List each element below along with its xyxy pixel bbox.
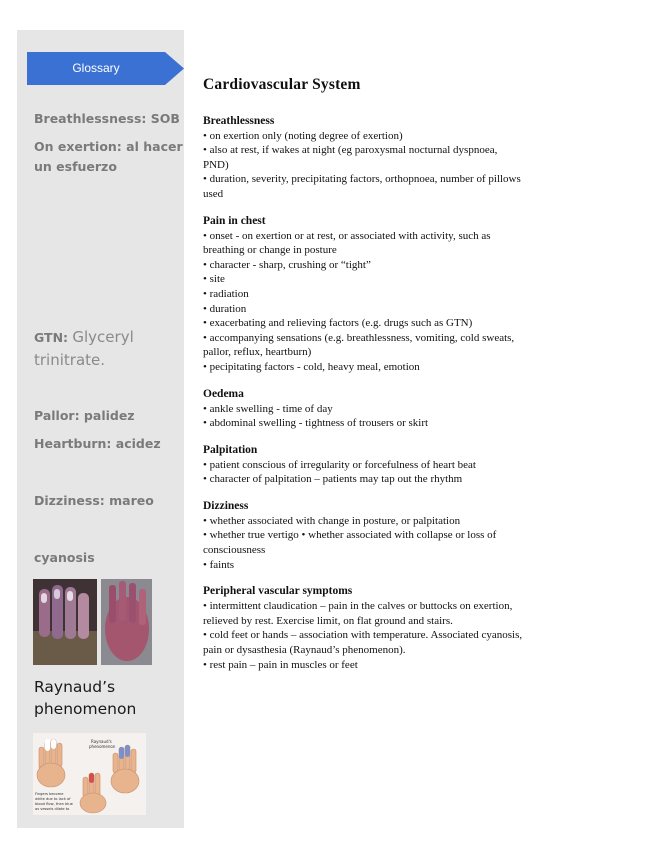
section-line: • duration, severity, precipitating factors, orthopnoea, number of pillows [203, 173, 521, 186]
section-line: • onset - on exertion or at rest, or associated with activity, such as [203, 229, 491, 242]
gtn-abbreviation: GTN: [34, 330, 69, 345]
glossary-term-heartburn: Heartburn: acidez [34, 436, 161, 451]
section-palpitation [203, 443, 593, 487]
section-line: • faints [203, 558, 235, 571]
section-breathlessness [203, 114, 593, 202]
section-line: • intermittent claudication – pain in the calves or buttocks on exertion, [203, 600, 513, 613]
raynaud-illustration [33, 733, 146, 815]
symptom-sections [203, 114, 593, 673]
cyanosis-photo-left [33, 579, 97, 665]
glossary-term-gtn [34, 326, 134, 372]
raynaud-image-note-line-1: Fingers become [35, 792, 64, 796]
section-line: • accompanying sensations (e.g. breathlessness, vomiting, cold sweats, [203, 331, 515, 344]
raynaud-image-note-line-2: white due to lack of [35, 797, 71, 801]
section-line: • duration [203, 302, 247, 315]
glossary-term-dizziness: Dizziness: mareo [34, 493, 154, 508]
section-line: • radiation [203, 287, 249, 300]
section-heading: Dizziness [203, 499, 249, 512]
on-exertion-line-1: On exertion: al hacer [34, 139, 183, 154]
raynaud-image-note-line-4: as vessels dilate to [35, 807, 70, 811]
raynaud-illustration-drawing [33, 733, 146, 815]
section-line: • site [203, 273, 225, 286]
gtn-definition-line-1: Glyceryl [72, 328, 134, 346]
section-dizziness [203, 499, 593, 572]
section-line: PND) [203, 158, 229, 171]
section-line: • rest pain – pain in muscles or feet [203, 658, 358, 671]
glossary-term-breathlessness: Breathlessness: SOB [34, 111, 180, 126]
section-line: • character of palpitation – patients may tap out the rhythm [203, 473, 463, 486]
glossary-tab-label: Glossary [72, 61, 120, 75]
section-heading: Breathlessness [203, 114, 275, 127]
section-line: • patient conscious of irregularity or forcefulness of heart beat [203, 458, 476, 471]
main-content [203, 78, 593, 684]
section-line: • pecipitating factors - cold, heavy meal, emotion [203, 360, 420, 373]
section-pain-in-chest [203, 214, 593, 375]
section-heading: Peripheral vascular symptoms [203, 585, 353, 598]
section-line: • on exertion only (noting degree of exertion) [203, 129, 403, 142]
glossary-term-pallor: Pallor: palidez [34, 408, 135, 423]
section-line: • whether true vertigo • whether associated with collapse or loss of [203, 529, 497, 542]
raynaud-line-2: phenomenon [34, 700, 137, 718]
section-line: • also at rest, if wakes at night (eg paroxysmal nocturnal dyspnoea, [203, 144, 498, 157]
section-line: • abdominal swelling - tightness of trousers or skirt [203, 417, 429, 430]
section-line: • ankle swelling - time of day [203, 402, 333, 415]
raynaud-image-title-line-1: Raynaud's [91, 739, 112, 744]
section-heading: Pain in chest [203, 214, 266, 227]
section-heading: Palpitation [203, 443, 258, 456]
section-oedema [203, 387, 593, 431]
section-line: relieved by rest. Exercise limit, on flat ground and stairs. [203, 614, 453, 627]
raynaud-image-note-line-3: blood flow, then blue [35, 802, 73, 806]
section-line: used [203, 187, 224, 200]
cyanosis-photo-right [101, 579, 152, 665]
section-line: breathing or change in posture [203, 244, 337, 257]
section-peripheral-vascular-symptoms [203, 584, 593, 672]
glossary-tab[interactable] [27, 52, 184, 85]
glossary-term-raynaud [34, 676, 136, 720]
section-line: pallor, reflux, heartburn) [203, 346, 312, 359]
glossary-term-on-exertion [34, 137, 183, 177]
section-line: • character - sharp, crushing or “tight” [203, 258, 371, 271]
section-line: pain or dysasthesia (Raynaud’s phenomenon). [203, 644, 406, 657]
section-line: • whether associated with change in posture, or palpitation [203, 514, 461, 527]
raynaud-image-title-line-2: phenomenon [89, 744, 116, 749]
section-line: • exacerbating and relieving factors (e.g. drugs such as GTN) [203, 317, 473, 330]
glossary-term-cyanosis: cyanosis [34, 550, 95, 565]
on-exertion-line-2: un esfuerzo [34, 159, 117, 174]
gtn-definition-line-2: trinitrate. [34, 351, 106, 369]
section-heading: Oedema [203, 387, 244, 400]
page-title: Cardiovascular System [203, 76, 361, 93]
raynaud-line-1: Raynaud’s [34, 678, 116, 696]
section-line: consciousness [203, 544, 266, 557]
section-line: • cold feet or hands – association with temperature. Associated cyanosis, [203, 629, 523, 642]
